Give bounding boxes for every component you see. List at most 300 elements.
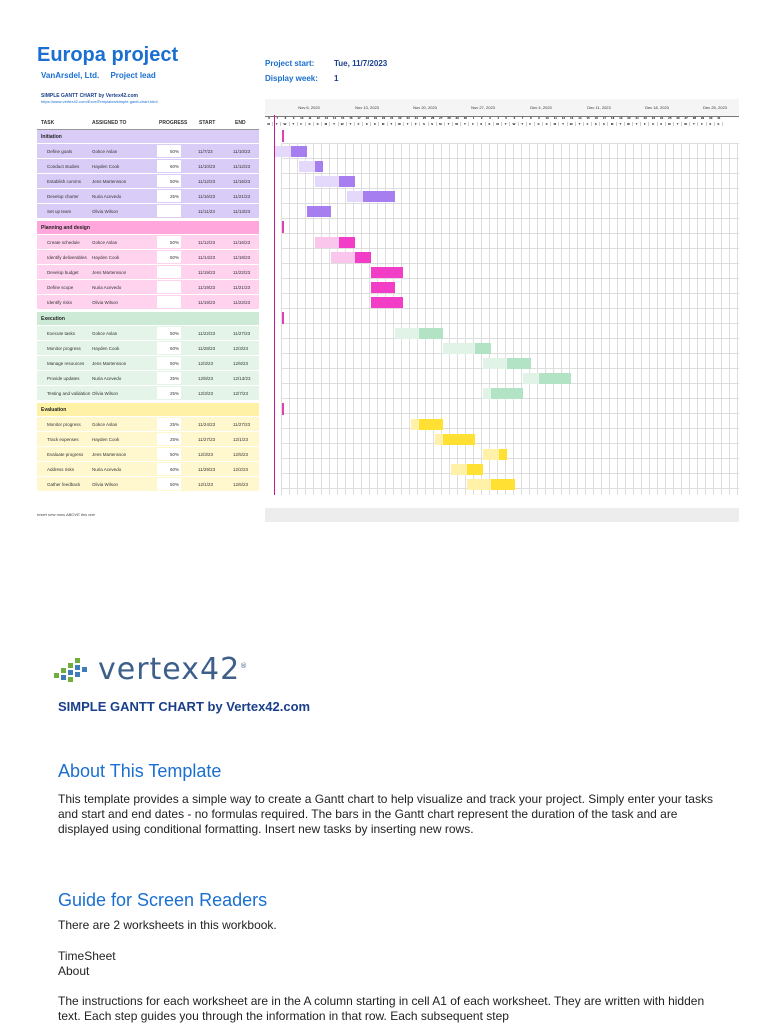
day-number: 7	[276, 116, 279, 120]
gantt-bar-remaining	[291, 146, 307, 157]
phase-name: Execution	[41, 316, 65, 322]
task-name: Testing and validation	[47, 391, 91, 396]
task-progress: 50%	[170, 361, 180, 366]
col-start: START	[199, 120, 216, 126]
task-progress: 25%	[170, 376, 180, 381]
task-assignee: Olivia Wilson	[92, 482, 119, 487]
task-name: Execute tasks	[47, 331, 76, 336]
gantt-bar-remaining	[491, 479, 515, 490]
day-number: 9	[292, 116, 295, 120]
today-marker	[274, 115, 275, 495]
weekday-letter: W	[625, 122, 633, 126]
weekday-letter: S	[306, 122, 314, 126]
task-assignee: Olivia Wilson	[92, 391, 119, 396]
task-assignee: Nuria Acevedo	[92, 285, 122, 290]
gantt-bar-progress	[315, 237, 339, 248]
task-end: 12/3/23	[233, 346, 249, 351]
weekday-letter: F	[698, 122, 706, 126]
task-name: Identify deliverables	[47, 255, 87, 260]
task-assignee: Gokce Aslan	[92, 331, 118, 336]
vertex42-logo	[52, 652, 248, 687]
task-start: 11/12/23	[198, 179, 216, 184]
gantt-bar-progress	[467, 479, 491, 490]
day-number: 23	[406, 116, 410, 120]
guide-paragraph: There are 2 worksheets in this workbook.	[58, 918, 277, 932]
weekday-letter: S	[707, 122, 715, 126]
week-label: Nov 13, 2023	[355, 105, 379, 110]
project-start-value[interactable]: Tue, 11/7/2023	[334, 59, 388, 68]
day-number: 14	[332, 116, 337, 120]
weekday-letter: T	[404, 122, 412, 126]
task-end: 12/2/23	[233, 467, 249, 472]
weekday-letter: M	[666, 122, 674, 126]
weekday-letter: S	[314, 122, 322, 126]
task-start: 11/16/23	[198, 194, 216, 199]
day-number: 2	[480, 116, 483, 120]
task-end: 11/27/23	[233, 422, 251, 427]
task-row[interactable]	[37, 386, 259, 400]
day-number: 28	[447, 116, 451, 120]
gantt-bar-remaining	[315, 161, 323, 172]
task-progress: 50%	[170, 179, 180, 184]
task-end: 11/16/23	[233, 240, 251, 245]
task-start: 11/22/23	[198, 331, 216, 336]
task-row[interactable]	[37, 341, 259, 355]
task-progress: 50%	[170, 149, 180, 154]
day-number: 25	[422, 116, 427, 120]
task-end: 11/22/23	[233, 300, 251, 305]
day-number: 15	[341, 116, 345, 120]
day-number: 11	[553, 116, 557, 120]
phase-today-tick	[282, 312, 284, 324]
weekday-letter: F	[584, 122, 592, 126]
day-number: 24	[414, 116, 418, 120]
task-progress: 50%	[170, 482, 180, 487]
gantt-bar-progress	[411, 419, 419, 430]
day-number: 3	[489, 116, 491, 120]
gantt-bar-progress	[395, 328, 419, 339]
day-number: 24	[659, 116, 664, 120]
day-number: 27	[439, 116, 443, 120]
vertex42-wordmark	[98, 652, 248, 687]
task-assignee: Nuria Acevedo	[92, 376, 122, 381]
weekday-letter: T	[559, 122, 567, 126]
sheet-name-about: About	[58, 964, 90, 978]
phase-row	[37, 130, 259, 143]
weekday-letter: T	[633, 122, 641, 126]
weekday-letter: T	[273, 122, 281, 126]
display-week-label: Display week:	[265, 74, 318, 83]
task-row[interactable]	[37, 250, 259, 264]
logo-text: vertex42	[98, 652, 241, 687]
phase-row	[37, 403, 259, 416]
task-assignee: Gokce Aslan	[92, 422, 118, 427]
day-number: 7	[521, 116, 524, 120]
phase-row	[37, 312, 259, 325]
task-end: 11/18/23	[233, 255, 251, 260]
task-assignee: Jens Martensson	[92, 361, 127, 366]
weekday-letter: W	[396, 122, 404, 126]
task-name: Address risks	[47, 467, 75, 472]
day-number: 22	[398, 116, 402, 120]
day-number: 9	[538, 116, 540, 120]
gantt-bar-remaining	[307, 206, 331, 217]
task-row[interactable]	[37, 326, 259, 340]
day-number: 16	[349, 116, 353, 120]
weekday-letter: T	[347, 122, 355, 126]
company-line	[41, 71, 165, 80]
task-row[interactable]	[37, 417, 259, 431]
credit-link[interactable]: https://www.vertex42.com/ExcelTemplates/simple-gantt-chart.html	[41, 99, 158, 104]
task-end: 11/10/23	[233, 149, 251, 154]
gantt-bar-progress	[523, 373, 539, 384]
day-number: 14	[578, 116, 582, 120]
day-number: 23	[651, 116, 656, 120]
task-row[interactable]	[37, 189, 259, 203]
weekday-letter: S	[658, 122, 666, 126]
weekday-letter: F	[469, 122, 477, 126]
day-number: 17	[357, 116, 361, 120]
day-number: 6	[268, 116, 270, 120]
task-name: Define goals	[47, 149, 73, 154]
week-label: Dec 4, 2023	[530, 105, 552, 110]
task-assignee: Gokce Aslan	[92, 149, 118, 154]
gantt-bar-remaining	[339, 176, 355, 187]
task-name: Manage resources	[47, 361, 85, 366]
phase-name: Evaluation	[41, 407, 67, 413]
day-number: 10	[545, 116, 549, 120]
task-assignee: Jens Martensson	[92, 270, 127, 275]
task-start: 12/3/23	[198, 391, 214, 396]
day-number: 30	[709, 116, 713, 120]
weekday-letter: S	[649, 122, 657, 126]
weekday-letter: F	[641, 122, 649, 126]
task-row[interactable]	[37, 265, 259, 279]
day-number: 15	[586, 116, 590, 120]
task-name: Set up team	[47, 209, 72, 214]
task-row[interactable]	[37, 371, 259, 385]
col-task: TASK	[41, 120, 55, 126]
task-row[interactable]	[37, 174, 259, 188]
weekday-letter: S	[429, 122, 437, 126]
task-assignee: Jens Martensson	[92, 452, 127, 457]
weekday-letter: F	[298, 122, 306, 126]
progress-cell	[157, 266, 181, 278]
phase-today-tick	[282, 130, 284, 142]
weekday-letter: M	[265, 122, 273, 126]
gantt-bar-progress	[347, 191, 363, 202]
day-number: 11	[308, 116, 312, 120]
task-assignee: Nuria Acevedo	[92, 467, 122, 472]
task-row[interactable]	[37, 235, 259, 249]
weekday-letter: T	[330, 122, 338, 126]
task-end: 12/5/23	[233, 452, 249, 457]
task-end: 12/7/23	[233, 391, 249, 396]
gantt-bar-remaining	[371, 267, 403, 278]
task-assignee: Gokce Aslan	[92, 240, 118, 245]
col-progress: PROGRESS	[159, 120, 188, 126]
weekday-letter: S	[363, 122, 371, 126]
display-week-value[interactable]: 1	[334, 74, 339, 83]
phase-today-tick	[282, 221, 284, 233]
project-title: Europa project	[37, 44, 179, 66]
task-row[interactable]	[37, 447, 259, 461]
task-name: Establish comms	[47, 179, 82, 184]
weekday-letter: T	[290, 122, 298, 126]
week-label: Nov 6, 2023	[298, 105, 320, 110]
gantt-footer-bar	[265, 508, 739, 522]
day-number: 29	[700, 116, 705, 120]
week-label: Dec 11, 2023	[587, 105, 611, 110]
gantt-bar-progress	[443, 343, 475, 354]
gantt-bar-remaining	[467, 464, 483, 475]
task-start: 12/3/23	[198, 452, 214, 457]
task-start: 12/1/23	[198, 482, 214, 487]
gantt-bar-progress	[275, 146, 291, 157]
weekday-letter: T	[674, 122, 682, 126]
gantt-bar-remaining	[339, 237, 355, 248]
weekday-letter: F	[355, 122, 363, 126]
weekday-letter: T	[461, 122, 469, 126]
task-end: 12/13/23	[233, 376, 251, 381]
task-name: Conduct studies	[47, 164, 80, 169]
task-progress: 60%	[170, 346, 180, 351]
task-progress: 25%	[170, 437, 180, 442]
task-start: 11/28/23	[198, 346, 216, 351]
progress-cell	[157, 296, 181, 308]
task-row[interactable]	[37, 280, 259, 294]
weekday-letter: T	[617, 122, 625, 126]
day-number: 30	[463, 116, 468, 120]
task-name: Develop charter	[47, 194, 79, 199]
gantt-bar-progress	[331, 252, 355, 263]
gantt-bar-remaining	[475, 343, 491, 354]
task-end: 11/13/23	[233, 209, 251, 214]
week-label: Nov 27, 2023	[471, 105, 495, 110]
gantt-bar-remaining	[507, 358, 531, 369]
weekday-letter: S	[600, 122, 608, 126]
task-assignee: Hayden Cook	[92, 164, 120, 169]
weekday-row	[265, 122, 739, 129]
weekday-letter: W	[568, 122, 576, 126]
task-row[interactable]	[37, 295, 259, 309]
weekday-letter: T	[519, 122, 527, 126]
gantt-bar-remaining	[371, 297, 403, 308]
task-row[interactable]	[37, 144, 259, 158]
task-assignee: Olivia Wilson	[92, 300, 119, 305]
weekday-letter: S	[592, 122, 600, 126]
gantt-bar-progress	[315, 176, 339, 187]
task-name: Track expenses	[47, 437, 79, 442]
task-start: 11/14/23	[198, 255, 216, 260]
task-start: 11/27/23	[198, 437, 216, 442]
day-number: 10	[300, 116, 304, 120]
task-start: 12/3/23	[198, 361, 214, 366]
weekday-letter: W	[339, 122, 347, 126]
task-progress: 60%	[170, 467, 180, 472]
logo-registered-mark: ®	[240, 662, 249, 670]
day-number: 26	[676, 116, 680, 120]
day-number: 19	[373, 116, 378, 120]
weekday-letter: S	[543, 122, 551, 126]
task-assignee: Nuria Acevedo	[92, 194, 122, 199]
guide-heading: Guide for Screen Readers	[58, 890, 268, 910]
day-number: 28	[692, 116, 697, 120]
task-name: Provide updates	[47, 376, 80, 381]
weekday-letter: T	[388, 122, 396, 126]
day-number: 27	[684, 116, 688, 120]
task-progress: 25%	[170, 391, 180, 396]
project-start-label: Project start:	[265, 59, 315, 68]
task-end: 11/16/23	[233, 179, 251, 184]
day-number: 19	[619, 116, 623, 120]
day-number: 1	[472, 116, 475, 120]
gantt-chart	[265, 99, 739, 495]
weekday-letter: W	[281, 122, 289, 126]
weekday-letter: T	[502, 122, 510, 126]
task-progress: 50%	[170, 255, 180, 260]
gantt-bar-progress	[483, 388, 491, 399]
weekday-letter: W	[510, 122, 518, 126]
task-row[interactable]	[37, 432, 259, 446]
task-assignee: Hayden Cook	[92, 437, 120, 442]
day-number: 22	[643, 116, 647, 120]
about-subtitle: SIMPLE GANTT CHART by Vertex42.com	[58, 699, 311, 714]
weekday-letter: T	[576, 122, 584, 126]
about-heading: About This Template	[58, 761, 222, 781]
day-number: 20	[381, 116, 386, 120]
day-number: 20	[627, 116, 631, 120]
gantt-bar-progress	[483, 449, 499, 460]
task-row[interactable]	[37, 462, 259, 476]
task-start: 11/19/23	[198, 285, 216, 290]
day-number: 12	[561, 116, 566, 120]
weekday-letter: F	[412, 122, 420, 126]
gantt-bar-progress	[435, 434, 443, 445]
week-label: Nov 20, 2023	[413, 105, 437, 110]
day-number: 17	[602, 116, 607, 120]
task-end: 12/6/23	[233, 482, 249, 487]
task-end: 12/1/23	[233, 437, 249, 442]
task-progress: 50%	[170, 331, 180, 336]
weekday-letter: W	[453, 122, 461, 126]
task-progress: 60%	[170, 164, 180, 169]
gantt-bar-progress	[451, 464, 467, 475]
phase-row	[37, 221, 259, 234]
gantt-bar-remaining	[355, 252, 371, 263]
task-name: Evaluate progress	[47, 452, 84, 457]
insert-rows-note: Insert new rows ABOVE this one	[37, 512, 95, 517]
day-number: 18	[365, 116, 369, 120]
weekday-letter: T	[445, 122, 453, 126]
task-name: Monitor progress	[47, 422, 81, 427]
day-number: 8	[529, 116, 532, 120]
about-paragraph: This template provides a simple way to create a Gantt chart to help visualize and track your project. Simply enter your tasks and start and end dates - no formulas required. The bars in the Gantt chart represent the duration of the task and are displayed using conditional formatting. Insert new tasks by inserting new rows.	[58, 792, 713, 836]
task-name: Identify risks	[47, 300, 73, 305]
weekday-letter: S	[371, 122, 379, 126]
company-name: VanArsdel, Ltd.	[41, 71, 100, 80]
task-table-header	[37, 115, 259, 130]
task-progress: 25%	[170, 422, 180, 427]
task-start: 11/29/23	[198, 467, 216, 472]
task-assignee: Jens Martensson	[92, 179, 127, 184]
weekday-letter: W	[682, 122, 690, 126]
day-number: 21	[635, 116, 639, 120]
task-start: 11/19/23	[198, 270, 216, 275]
day-number: 12	[316, 116, 320, 120]
task-assignee: Hayden Cook	[92, 255, 120, 260]
phase-name: Initiation	[41, 134, 62, 140]
gantt-bar-remaining	[419, 328, 443, 339]
task-row[interactable]	[37, 159, 259, 173]
weekday-letter: S	[420, 122, 428, 126]
task-name: Gather feedback	[47, 482, 81, 487]
weekday-letter: M	[551, 122, 559, 126]
progress-cell	[157, 205, 181, 217]
weekday-letter: M	[380, 122, 388, 126]
week-label: Dec 18, 2023	[645, 105, 669, 110]
phase-today-tick	[282, 403, 284, 415]
day-number: 18	[610, 116, 615, 120]
gantt-bar-remaining	[499, 449, 507, 460]
day-number: 8	[284, 116, 287, 120]
task-name: Develop budget	[47, 270, 79, 275]
gantt-bar-remaining	[491, 388, 523, 399]
week-label: Dec 25, 2023	[703, 105, 727, 110]
task-end: 12/8/23	[233, 361, 249, 366]
task-assignee: Olivia Wilson	[92, 209, 119, 214]
day-number: 13	[324, 116, 328, 120]
instructions-paragraph: The instructions for each worksheet are in the A column starting in cell A1 of each worksheet. They are written with hidden text. Each step guides you through the information in that row. Each subsequent step	[58, 994, 705, 1023]
task-end: 11/21/23	[233, 285, 251, 290]
gantt-bar-remaining	[419, 419, 443, 430]
weekday-letter: S	[478, 122, 486, 126]
day-number: 4	[497, 116, 499, 120]
col-assigned: ASSIGNED TO	[92, 120, 127, 126]
weekday-letter: S	[535, 122, 543, 126]
day-number: 31	[717, 116, 721, 120]
task-name: Define scope	[47, 285, 74, 290]
weekday-letter: T	[690, 122, 698, 126]
weekday-letter: F	[527, 122, 535, 126]
task-start: 11/7/23	[198, 149, 213, 154]
vertex42-logo-mark-icon	[52, 655, 94, 685]
gantt-bar-remaining	[371, 282, 395, 293]
day-number: 5	[505, 116, 508, 120]
task-row[interactable]	[37, 356, 259, 370]
progress-cell	[157, 281, 181, 293]
task-progress: 25%	[170, 194, 180, 199]
task-end: 11/12/23	[233, 164, 251, 169]
task-progress: 50%	[170, 452, 180, 457]
project-lead: Project lead	[110, 71, 156, 80]
task-row[interactable]	[37, 204, 259, 218]
weekday-letter: M	[437, 122, 445, 126]
day-number: 29	[455, 116, 459, 120]
day-number: 21	[390, 116, 394, 120]
task-row[interactable]	[37, 477, 259, 491]
day-number: 13	[570, 116, 574, 120]
weekday-letter: M	[494, 122, 502, 126]
task-end: 11/22/23	[233, 270, 251, 275]
weekday-letter: M	[609, 122, 617, 126]
week-header-row	[265, 99, 739, 117]
task-start: 11/19/23	[198, 300, 216, 305]
sheet-name-timesheet: TimeSheet	[58, 949, 116, 963]
task-assignee: Hayden Cook	[92, 346, 120, 351]
gantt-bar-progress	[483, 358, 507, 369]
task-progress: 50%	[170, 240, 180, 245]
